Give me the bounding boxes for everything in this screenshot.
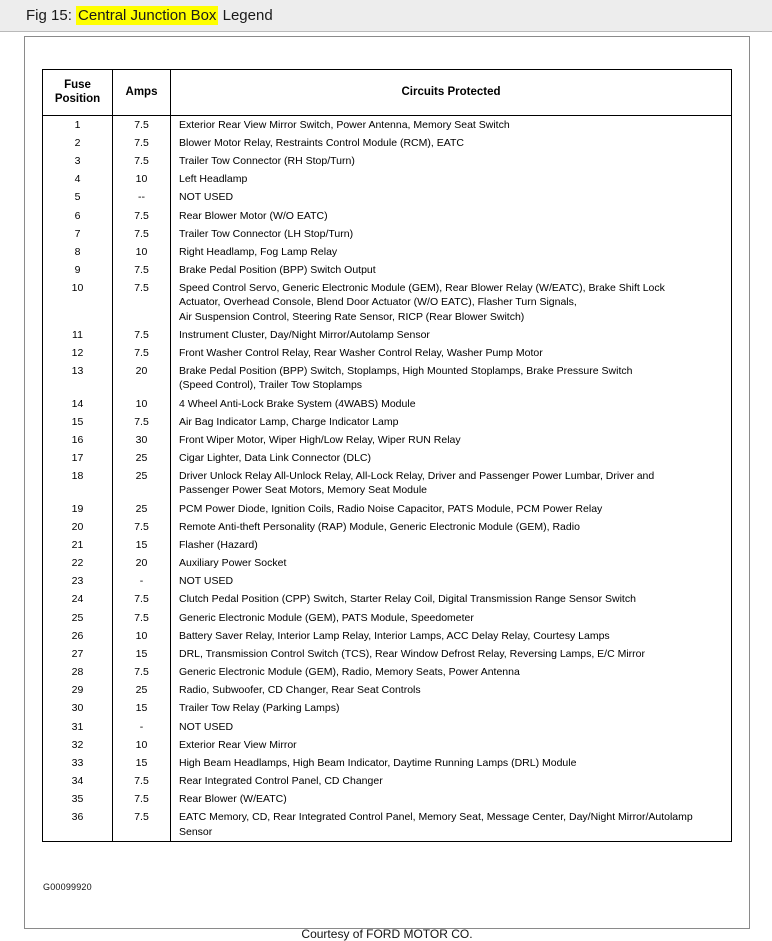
circuit-line: (Speed Control), Trailer Tow Stoplamps [179, 379, 363, 392]
cell-amps: 20 [113, 362, 171, 394]
column-header-amps: Amps [113, 70, 171, 116]
circuit-line: Trailer Tow Connector (RH Stop/Turn) [179, 155, 355, 168]
circuit-line: Battery Saver Relay, Interior Lamp Relay, Interior Lamps, ACC Delay Relay, Courtesy Lamps [179, 629, 610, 642]
cell-fuse-position: 3 [43, 152, 113, 170]
cell-fuse-position: 33 [43, 754, 113, 772]
cell-circuits-protected [171, 170, 732, 188]
circuit-line: Brake Pedal Position (BPP) Switch Output [179, 264, 376, 277]
cell-fuse-position: 4 [43, 170, 113, 188]
table-row [43, 718, 732, 736]
cell-amps: - [113, 572, 171, 590]
cell-circuits-protected [171, 572, 732, 590]
cell-amps: 30 [113, 431, 171, 449]
cell-fuse-position: 30 [43, 699, 113, 717]
cell-fuse-position: 26 [43, 627, 113, 645]
cell-circuits-protected [171, 362, 732, 394]
cell-amps: 25 [113, 500, 171, 518]
cell-circuits-protected [171, 449, 732, 467]
cell-amps: 10 [113, 627, 171, 645]
table-row [43, 790, 732, 808]
cell-amps: 7.5 [113, 261, 171, 279]
table-row [43, 261, 732, 279]
cell-amps: 7.5 [113, 344, 171, 362]
table-row [43, 663, 732, 681]
circuit-line: Passenger Power Seat Motors, Memory Seat Module [179, 484, 428, 497]
cell-circuits-protected [171, 152, 732, 170]
table-row [43, 627, 732, 645]
cell-fuse-position: 11 [43, 326, 113, 344]
cell-fuse-position: 5 [43, 188, 113, 206]
cell-fuse-position: 10 [43, 279, 113, 326]
figure-title [26, 7, 273, 24]
cell-amps: 10 [113, 243, 171, 261]
cell-circuits-protected [171, 808, 732, 841]
cell-fuse-position: 19 [43, 500, 113, 518]
circuit-line: Cigar Lighter, Data Link Connector (DLC) [179, 452, 372, 465]
cell-amps: 10 [113, 736, 171, 754]
circuit-line: Blower Motor Relay, Restraints Control Module (RCM), EATC [179, 136, 464, 149]
table-row [43, 467, 732, 499]
figure-header-bar [0, 0, 772, 32]
cell-circuits-protected [171, 681, 732, 699]
table-row [43, 243, 732, 261]
circuit-line: Air Bag Indicator Lamp, Charge Indicator Lamp [179, 415, 399, 428]
figure-title-highlight: Central Junction Box [78, 7, 217, 24]
circuit-line: Left Headlamp [179, 173, 248, 186]
cell-circuits-protected [171, 736, 732, 754]
cell-circuits-protected [171, 609, 732, 627]
cell-fuse-position: 6 [43, 207, 113, 225]
cell-circuits-protected [171, 536, 732, 554]
circuit-line: Speed Control Servo, Generic Electronic Module (GEM), Rear Blower Relay (W/EATC), Brake Shift Lock [179, 282, 665, 295]
table-row [43, 609, 732, 627]
table-row [43, 225, 732, 243]
table-row [43, 449, 732, 467]
cell-fuse-position: 7 [43, 225, 113, 243]
cell-circuits-protected [171, 134, 732, 152]
cell-amps: 7.5 [113, 326, 171, 344]
column-header-circuits: Circuits Protected [171, 70, 732, 116]
table-body [43, 115, 732, 841]
cell-circuits-protected [171, 243, 732, 261]
circuit-line: Instrument Cluster, Day/Night Mirror/Autolamp Sensor [179, 328, 430, 341]
cell-circuits-protected [171, 627, 732, 645]
document-code: G00099920 [43, 882, 92, 892]
cell-circuits-protected [171, 344, 732, 362]
table-row [43, 279, 732, 326]
table-row [43, 554, 732, 572]
cell-fuse-position: 32 [43, 736, 113, 754]
table-row [43, 344, 732, 362]
circuit-line: Right Headlamp, Fog Lamp Relay [179, 245, 338, 258]
scanned-figure [24, 36, 750, 941]
circuit-line: Front Washer Control Relay, Rear Washer Control Relay, Washer Pump Motor [179, 346, 543, 359]
circuit-line: Remote Anti-theft Personality (RAP) Module, Generic Electronic Module (GEM), Radio [179, 520, 580, 533]
cell-fuse-position: 22 [43, 554, 113, 572]
table-row [43, 572, 732, 590]
table-row [43, 413, 732, 431]
circuit-line: Flasher (Hazard) [179, 538, 258, 551]
cell-amps: 7.5 [113, 772, 171, 790]
cell-circuits-protected [171, 518, 732, 536]
circuit-line: Auxiliary Power Socket [179, 557, 287, 570]
cell-circuits-protected [171, 326, 732, 344]
cell-fuse-position: 15 [43, 413, 113, 431]
cell-circuits-protected [171, 261, 732, 279]
cell-circuits-protected [171, 431, 732, 449]
table-row [43, 754, 732, 772]
cell-fuse-position: 25 [43, 609, 113, 627]
table-row [43, 808, 732, 841]
cell-fuse-position: 35 [43, 790, 113, 808]
cell-circuits-protected [171, 413, 732, 431]
cell-fuse-position: 16 [43, 431, 113, 449]
table-row [43, 681, 732, 699]
circuit-line: Exterior Rear View Mirror [179, 738, 297, 751]
circuit-line: NOT USED [179, 575, 234, 588]
figure-title-suffix: Legend [218, 7, 273, 24]
table-row [43, 134, 732, 152]
cell-fuse-position: 14 [43, 395, 113, 413]
cell-amps: 20 [113, 554, 171, 572]
cell-amps: 10 [113, 170, 171, 188]
table-row [43, 152, 732, 170]
cell-fuse-position: 17 [43, 449, 113, 467]
circuit-line: Generic Electronic Module (GEM), PATS Module, Speedometer [179, 611, 474, 624]
cell-amps: 7.5 [113, 152, 171, 170]
table-row [43, 395, 732, 413]
circuit-line: Generic Electronic Module (GEM), Radio, Memory Seats, Power Antenna [179, 666, 520, 679]
circuit-line: Rear Blower Motor (W/O EATC) [179, 209, 328, 222]
circuit-line: Clutch Pedal Position (CPP) Switch, Starter Relay Coil, Digital Transmission Range Sensor Switch [179, 593, 636, 606]
cell-amps: 7.5 [113, 663, 171, 681]
cell-fuse-position: 21 [43, 536, 113, 554]
cell-amps: 7.5 [113, 225, 171, 243]
cell-fuse-position: 34 [43, 772, 113, 790]
cell-fuse-position: 1 [43, 115, 113, 134]
table-row [43, 188, 732, 206]
circuit-line: Rear Blower (W/EATC) [179, 793, 287, 806]
cell-amps: 7.5 [113, 808, 171, 841]
column-header-fuse-position: Fuse Position [43, 70, 113, 116]
cell-amps: 7.5 [113, 413, 171, 431]
table-row [43, 326, 732, 344]
table-row [43, 170, 732, 188]
cell-amps: 25 [113, 681, 171, 699]
cell-fuse-position: 13 [43, 362, 113, 394]
table-row [43, 518, 732, 536]
table-row [43, 115, 732, 134]
cell-amps: 7.5 [113, 518, 171, 536]
cell-circuits-protected [171, 115, 732, 134]
circuit-line: 4 Wheel Anti-Lock Brake System (4WABS) Module [179, 397, 416, 410]
table-row [43, 699, 732, 717]
cell-amps: 25 [113, 449, 171, 467]
circuit-line: Trailer Tow Relay (Parking Lamps) [179, 702, 340, 715]
cell-circuits-protected [171, 590, 732, 608]
cell-circuits-protected [171, 754, 732, 772]
table-row [43, 207, 732, 225]
circuit-line: Trailer Tow Connector (LH Stop/Turn) [179, 227, 354, 240]
cell-fuse-position: 28 [43, 663, 113, 681]
circuit-line: NOT USED [179, 720, 234, 733]
table-row [43, 362, 732, 394]
cell-fuse-position: 31 [43, 718, 113, 736]
cell-circuits-protected [171, 395, 732, 413]
cell-circuits-protected [171, 699, 732, 717]
circuit-line: High Beam Headlamps, High Beam Indicator, Daytime Running Lamps (DRL) Module [179, 756, 577, 769]
cell-circuits-protected [171, 225, 732, 243]
circuit-line: EATC Memory, CD, Rear Integrated Control Panel, Memory Seat, Message Center, Day/Night Mirror/Autolamp Sensor [179, 811, 693, 838]
cell-circuits-protected [171, 645, 732, 663]
cell-fuse-position: 8 [43, 243, 113, 261]
table-row [43, 590, 732, 608]
cell-amps: 7.5 [113, 207, 171, 225]
table-row [43, 772, 732, 790]
cell-amps: 7.5 [113, 609, 171, 627]
cell-circuits-protected [171, 188, 732, 206]
circuit-line: DRL, Transmission Control Switch (TCS), Rear Window Defrost Relay, Reversing Lamps, E/C Mirror [179, 647, 646, 660]
cell-circuits-protected [171, 554, 732, 572]
figure-title-prefix: Fig 15: [26, 7, 77, 24]
circuit-line: Actuator, Overhead Console, Blend Door Actuator (W/O EATC), Flasher Turn Signals, [179, 296, 577, 309]
cell-amps: - [113, 718, 171, 736]
circuit-line: Rear Integrated Control Panel, CD Changer [179, 775, 383, 788]
cell-amps: 7.5 [113, 590, 171, 608]
cell-fuse-position: 29 [43, 681, 113, 699]
fuse-legend-table [42, 69, 732, 842]
document-page [0, 33, 772, 941]
cell-fuse-position: 24 [43, 590, 113, 608]
cell-amps: 15 [113, 754, 171, 772]
cell-fuse-position: 9 [43, 261, 113, 279]
cell-fuse-position: 23 [43, 572, 113, 590]
table-row [43, 500, 732, 518]
table-header-row [43, 70, 732, 116]
circuit-line: Exterior Rear View Mirror Switch, Power Antenna, Memory Seat Switch [179, 118, 510, 131]
cell-amps: 15 [113, 536, 171, 554]
circuit-line: Brake Pedal Position (BPP) Switch, Stoplamps, High Mounted Stoplamps, Brake Pressure Switch [179, 365, 633, 378]
cell-circuits-protected [171, 790, 732, 808]
table-header [43, 70, 732, 116]
circuit-line: Front Wiper Motor, Wiper High/Low Relay, Wiper RUN Relay [179, 433, 461, 446]
circuit-line: Air Suspension Control, Steering Rate Sensor, RICP (Rear Blower Switch) [179, 310, 525, 323]
table-row [43, 645, 732, 663]
cell-circuits-protected [171, 772, 732, 790]
cell-circuits-protected [171, 663, 732, 681]
cell-fuse-position: 36 [43, 808, 113, 841]
circuit-line: Radio, Subwoofer, CD Changer, Rear Seat Controls [179, 684, 421, 697]
cell-amps: 7.5 [113, 790, 171, 808]
circuit-line: PCM Power Diode, Ignition Coils, Radio Noise Capacitor, PATS Module, PCM Power Relay [179, 502, 603, 515]
table-row [43, 431, 732, 449]
cell-circuits-protected [171, 500, 732, 518]
cell-amps: 7.5 [113, 279, 171, 326]
cell-amps: -- [113, 188, 171, 206]
cell-fuse-position: 27 [43, 645, 113, 663]
circuit-line: Driver Unlock Relay All-Unlock Relay, All-Lock Relay, Driver and Passenger Power Lumbar, Driver and [179, 470, 655, 483]
cell-fuse-position: 20 [43, 518, 113, 536]
cell-amps: 10 [113, 395, 171, 413]
cell-circuits-protected [171, 467, 732, 499]
fuse-legend-table-container [42, 69, 732, 842]
table-row [43, 536, 732, 554]
cell-fuse-position: 12 [43, 344, 113, 362]
cell-fuse-position: 2 [43, 134, 113, 152]
cell-amps: 7.5 [113, 115, 171, 134]
cell-amps: 7.5 [113, 134, 171, 152]
circuit-line: NOT USED [179, 191, 234, 204]
cell-amps: 15 [113, 645, 171, 663]
courtesy-caption: Courtesy of FORD MOTOR CO. [301, 927, 473, 941]
table-row [43, 736, 732, 754]
cell-circuits-protected [171, 279, 732, 326]
cell-circuits-protected [171, 718, 732, 736]
cell-amps: 15 [113, 699, 171, 717]
cell-fuse-position: 18 [43, 467, 113, 499]
cell-circuits-protected [171, 207, 732, 225]
cell-amps: 25 [113, 467, 171, 499]
